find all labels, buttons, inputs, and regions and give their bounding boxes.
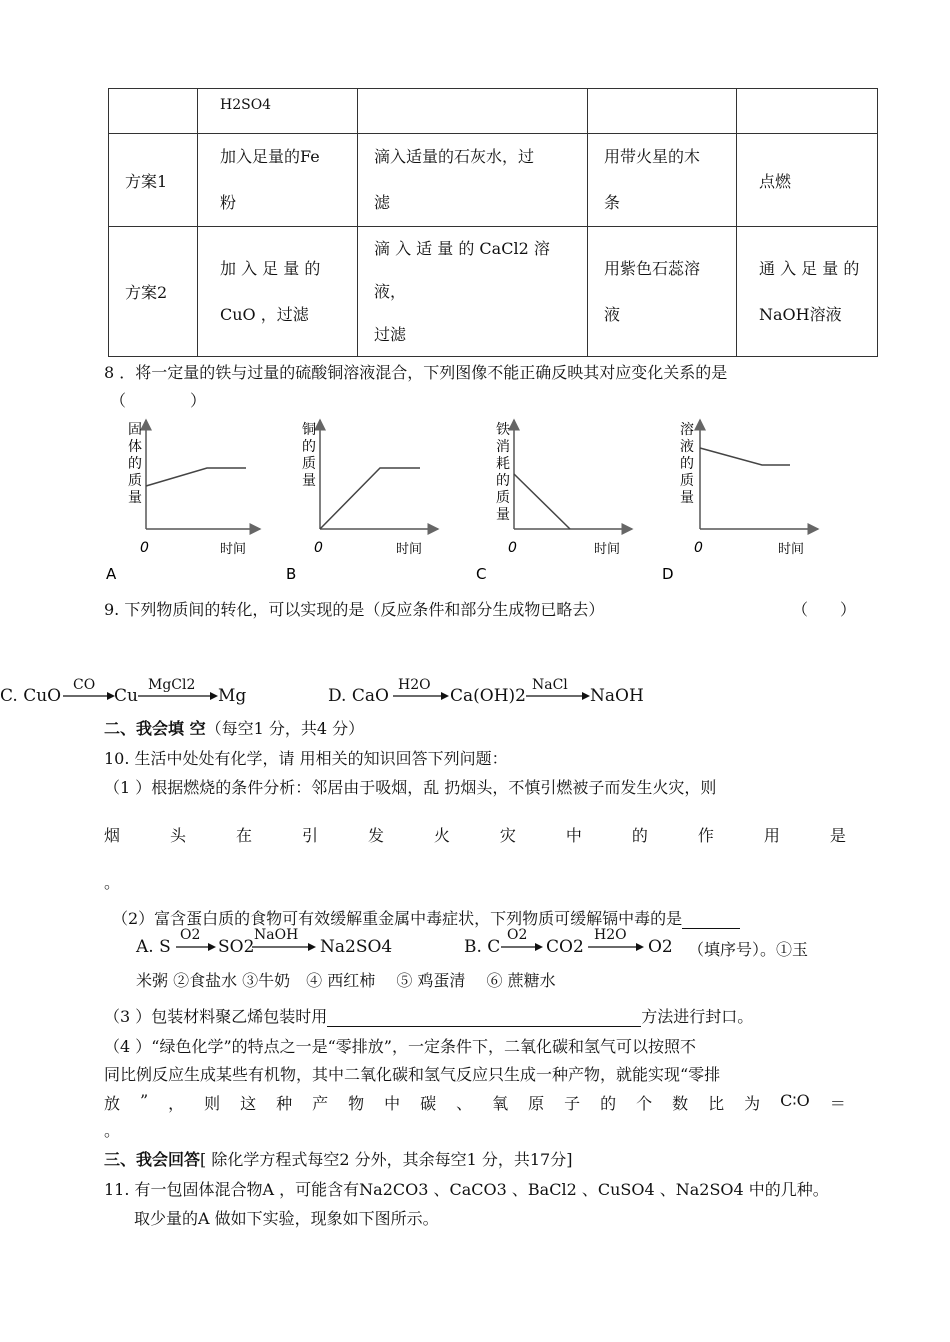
table-cell [109, 89, 198, 134]
q10-part1-line1: （1 ）根据燃烧的条件分析：邻居由于吸烟，乱 扔烟头，不慎引燃被子而发生火灾，则 [104, 778, 717, 797]
svg-text:量: 量 [128, 490, 142, 506]
cell-text: 滤 [374, 193, 391, 212]
graph-a [106, 420, 260, 583]
reagent-label: H2O [398, 677, 431, 693]
cell-text: 加 入 足 量 的 [220, 258, 321, 278]
table-cell [588, 134, 737, 227]
q10-part4-line3: 放 ” ， 则 这 种 产 物 中 碳 、 氧 原 子 的 个 数 比 为 C∶O ＝ [104, 1091, 846, 1113]
cell-text: H2SO4 [220, 97, 272, 113]
reaction-arrow [526, 691, 590, 701]
table-cell [737, 227, 878, 357]
cell-text: 通 入 足 量 的 [759, 258, 860, 278]
curve [146, 468, 246, 486]
reaction-arrow [501, 942, 543, 952]
option-c-prefix: C. CuO [0, 686, 62, 706]
section-3-heading [104, 1147, 572, 1170]
cell-text: 方案1 [125, 171, 168, 191]
svg-text:铁: 铁 [496, 422, 510, 438]
graphs-figure [100, 412, 860, 587]
y-label [680, 421, 694, 506]
cell-text: CuO ，过滤 [220, 304, 309, 324]
reagent-label: O2 [507, 927, 528, 943]
svg-text:质: 质 [128, 473, 142, 489]
part2-text: （2）富含蛋白质的食物可有效缓解重金属中毒症状，下列物质可缓解镉中毒的是 [112, 909, 683, 928]
svg-text:消: 消 [496, 439, 510, 455]
svg-text:耗: 耗 [496, 456, 510, 472]
cell-text: 用紫色石蕊溶 [604, 258, 701, 278]
option-b-prefix: B. C [464, 937, 501, 957]
svg-text:量: 量 [496, 507, 510, 523]
part3-text: （3 ）包装材料聚乙烯包装时用 [104, 1007, 328, 1026]
q10-part1-end: 。 [104, 873, 121, 892]
section-2-heading [104, 716, 364, 739]
cell-text: NaOH溶液 [759, 304, 842, 324]
table-cell [588, 89, 737, 134]
curve [700, 448, 790, 465]
curve [320, 468, 420, 529]
table-cell [198, 134, 358, 227]
origin-label: 0 [508, 540, 517, 556]
question-8: 8 ．将一定量的铁与过量的硫酸铜溶液混合，下列图像不能正确反映其对应变化关系的是 [104, 363, 728, 382]
cell-text: 液， [374, 282, 407, 301]
svg-text:量: 量 [680, 490, 694, 506]
table-cell [737, 134, 878, 227]
svg-text:质: 质 [302, 456, 316, 472]
q10-part2-suffix: （填序号）。①玉 [688, 940, 809, 959]
section-title: 二、我会填 空 [104, 719, 206, 738]
reaction-arrow [176, 942, 216, 952]
x-label: 时间 [778, 542, 805, 557]
x-label: 时间 [594, 542, 621, 557]
cell-text: 点燃 [759, 171, 792, 191]
row-label [109, 134, 198, 227]
graph-d [662, 420, 818, 583]
answer-blank[interactable] [327, 1026, 641, 1027]
reaction-arrow [252, 942, 316, 952]
reagent-label: CO [73, 677, 96, 693]
reaction-arrow [138, 691, 218, 701]
q10-part3 [104, 1004, 753, 1027]
svg-text:量: 量 [302, 473, 316, 489]
cell-text: 加入足量的Fe [220, 147, 320, 166]
table-cell [198, 227, 358, 357]
curve [514, 474, 570, 529]
reagent-label: H2O [594, 927, 627, 943]
table-row [109, 227, 878, 357]
svg-text:的: 的 [302, 439, 316, 455]
question-11-line1: 11. 有一包固体混合物A ，可能含有Na2CO3 、CaCO3 、BaCl2 、CuSO4 、Na2SO4 中的几种。 [104, 1180, 829, 1199]
reaction-arrow [588, 942, 644, 952]
table-row [109, 134, 878, 227]
x-label: 时间 [220, 542, 247, 557]
graph-letter: A [106, 565, 117, 583]
cell-text: 条 [604, 193, 621, 212]
graph-letter: D [662, 565, 674, 583]
origin-label: 0 [314, 540, 323, 556]
x-label: 时间 [396, 542, 423, 557]
svg-text:的: 的 [680, 456, 694, 472]
reaction-arrow [393, 691, 449, 701]
table-cell [737, 89, 878, 134]
reagent-label: NaCl [532, 677, 568, 693]
q10-part1-line2: 烟 头 在 引 发 火 灾 中 的 作 用 是 [104, 826, 846, 845]
question-9: 9. 下列物质间的转化，可以实现的是（反应条件和部分生成物已略去） [104, 600, 605, 619]
cell-text: 方案2 [125, 283, 168, 302]
q10-part2-options: 米粥 ②食盐水 ③牛奶 ④ 西红柿 ⑤ 鸡蛋清 ⑥ 蔗糖水 [136, 971, 556, 990]
product-label: O2 [648, 937, 673, 957]
answer-paren: （ ） [110, 391, 207, 410]
section-note: （每空1 分，共4 分） [205, 719, 365, 738]
svg-text:的: 的 [496, 473, 510, 489]
y-label [128, 422, 142, 506]
part3-text: 方法进行封口。 [641, 1007, 754, 1026]
svg-text:质: 质 [496, 490, 510, 506]
q10-part4-end: 。 [104, 1121, 121, 1140]
answer-paren: （ ） [792, 600, 857, 619]
row-label [109, 227, 198, 357]
cell-text: 滴入适量的石灰水，过 [374, 147, 535, 166]
graph-letter: B [286, 565, 297, 583]
y-label [496, 421, 510, 523]
product-label: CO2 [546, 937, 584, 957]
cell-text: 粉 [220, 193, 237, 212]
cell-text: 过滤 [374, 325, 407, 344]
q10-part4-line1: （4 ）“绿色化学”的特点之一是“零排放”，一定条件下，二氧化碳和氢气可以按照不 [104, 1037, 696, 1056]
svg-text:质: 质 [680, 473, 694, 489]
question-11-line2: 取少量的A 做如下实验，现象如下图所示。 [134, 1209, 439, 1228]
section-note: [ 除化学方程式每空2 分外，其余每空1 分，共17分] [200, 1150, 573, 1169]
svg-text:体: 体 [128, 439, 142, 455]
q10-part2-line1 [112, 906, 740, 929]
table-cell [358, 89, 588, 134]
table-cell [588, 227, 737, 357]
option-a-prefix: A. S [136, 937, 171, 957]
table-cell [358, 227, 588, 357]
answer-blank[interactable] [682, 928, 740, 929]
y-label [302, 421, 316, 489]
table-cell [198, 89, 358, 134]
question-10-intro: 10. 生活中处处有化学，请 用相关的知识回答下列问题： [104, 749, 508, 768]
reaction-arrow [63, 691, 115, 701]
product-label: Cu [114, 686, 138, 706]
product-label: Ca(OH)2 [450, 686, 526, 706]
origin-label: 0 [140, 540, 149, 556]
reagent-label: NaOH [254, 927, 299, 943]
q10-part4-line2: 同比例反应生成某些有机物，其中二氧化碳和氢气反应只生成一种产物，就能实现“零排 [104, 1065, 721, 1084]
cell-text: 液 [604, 304, 621, 324]
graph-c [476, 420, 632, 583]
table-cell [358, 134, 588, 227]
reagent-label: MgCl2 [148, 677, 196, 693]
cell-text: 用带火星的木 [604, 147, 701, 166]
svg-text:铜: 铜 [302, 422, 316, 438]
table-row [109, 89, 878, 134]
svg-text:固: 固 [128, 422, 142, 438]
cell-text: 滴 入 适 量 的 CaCl2 溶 [374, 239, 550, 258]
svg-text:液: 液 [680, 439, 694, 455]
reagent-table [108, 88, 878, 357]
product-label: Na2SO4 [320, 937, 393, 957]
origin-label: 0 [694, 540, 703, 556]
graph-letter: C [476, 565, 487, 583]
section-title: 三、我会回答 [104, 1150, 201, 1169]
product-label: Mg [218, 686, 247, 706]
product-label: NaOH [590, 686, 644, 706]
graph-b [286, 420, 438, 583]
option-d-prefix: D. CaO [328, 686, 389, 706]
svg-text:溶: 溶 [680, 422, 694, 438]
svg-text:的: 的 [128, 456, 142, 472]
reagent-label: O2 [180, 927, 201, 943]
product-label: SO2 [218, 937, 255, 957]
